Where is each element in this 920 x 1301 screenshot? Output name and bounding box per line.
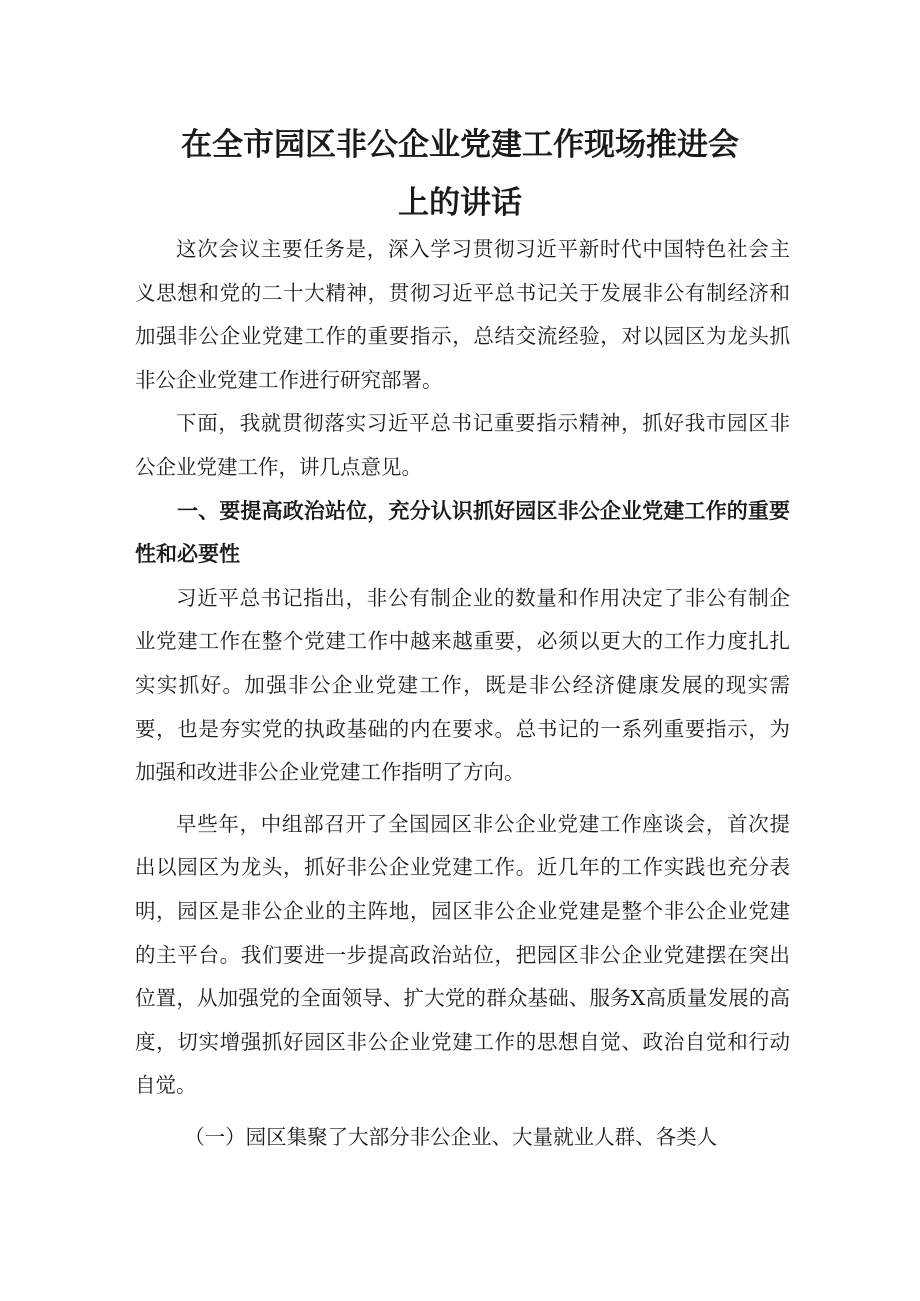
title-line-2: 上的讲话	[398, 185, 522, 221]
paragraph-background: 早些年，中组部召开了全国园区非公企业党建工作座谈会，首次提出以园区为龙头，抓好非公企业党建工作。近几年的工作实践也充分表明，园区是非公企业的主阵地，园区非公企业党建是整个非公企业党建的主平台。我们要进一步提高政治站位，把园区非公企业党建摆在突出位置，从加强党的全面领导、扩大党的群众基础、服务X高质量发展的高度，切实增强抓好园区非公企业党建工作的思想自觉、政治自觉和行动自觉。	[135, 811, 790, 1098]
paragraph-instruction: 习近平总书记指出，非公有制企业的数量和作用决定了非公有制企业党建工作在整个党建工作中越来越重要，必须以更大的工作力度扎扎实实抓好。加强非公企业党建工作，既是非公经济健康发展的现实需要，也是夯实党的执政基础的内在要求。总书记的一系列重要指示，为加强和改进非公企业党建工作指明了方向。	[135, 585, 790, 785]
document-body	[135, 228, 790, 1159]
paragraph-overview: 下面，我就贯彻落实习近平总书记重要指示精神，抓好我市园区非公企业党建工作，讲几点意见。	[135, 411, 790, 479]
paragraph-intro: 这次会议主要任务是，深入学习贯彻习近平新时代中国特色社会主义思想和党的二十大精神，贯彻习近平总书记关于发展非公有制经济和加强非公企业党建工作的重要指示，总结交流经验，对以园区为龙头抓非公企业党建工作进行研究部署。	[135, 237, 790, 392]
paragraph-subsection-1: （一）园区集聚了大部分非公企业、大量就业人群、各类人	[184, 1124, 718, 1149]
document-title	[120, 116, 800, 232]
title-line-1: 在全市园区非公企业党建工作现场推进会	[181, 127, 739, 163]
section-heading-1: 一、要提高政治站位，充分认识抓好园区非公企业党建工作的重要性和必要性	[135, 498, 790, 567]
